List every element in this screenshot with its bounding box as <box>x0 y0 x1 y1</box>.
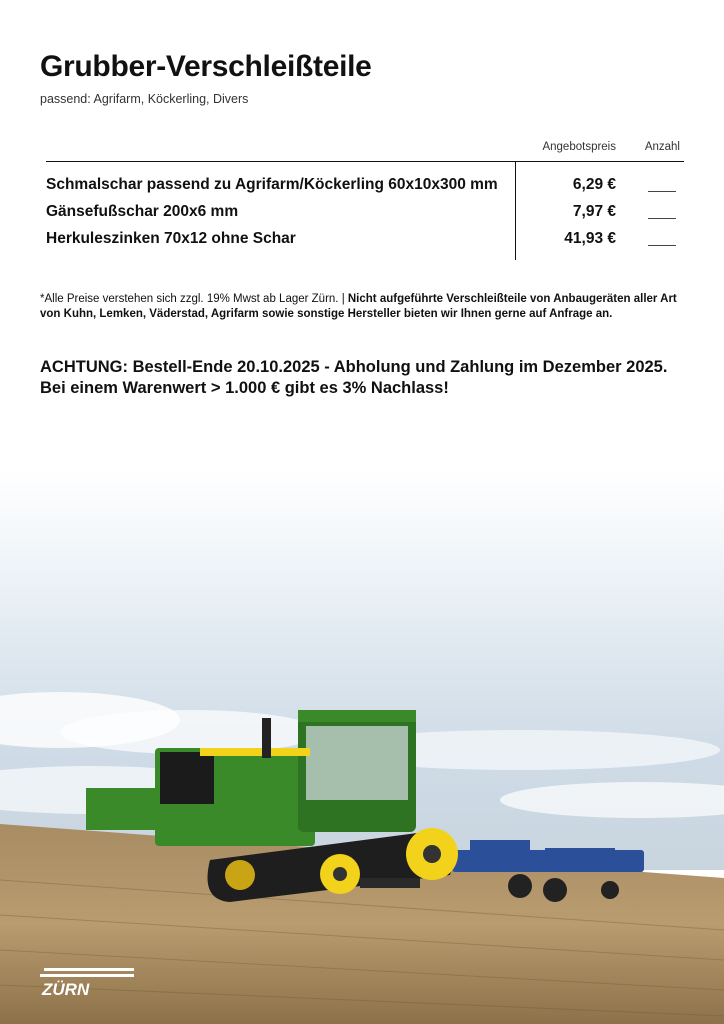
table-header <box>46 140 684 162</box>
row-product-name: Schmalschar passend zu Agrifarm/Köckerling 60x10x300 mm <box>46 176 498 193</box>
logo-wordmark: ZÜRN <box>42 980 90 998</box>
table-row <box>46 230 684 257</box>
notice-line-1: ACHTUNG: Bestell-Ende 20.10.2025 - Abholung und Zahlung im Dezember 2025. <box>40 358 668 376</box>
page-title: Grubber-Verschleißteile <box>40 50 372 83</box>
row-price: 7,97 € <box>572 203 616 220</box>
price-table <box>46 140 684 247</box>
table-row <box>46 203 684 230</box>
column-header-price: Angebotspreis <box>542 141 616 153</box>
zuern-logo <box>34 966 144 998</box>
table-body <box>46 176 684 257</box>
footnote-regular: *Alle Preise verstehen sich zzgl. 19% Mwst ab Lager Zürn. | <box>40 293 348 305</box>
table-header-rule <box>46 161 684 162</box>
row-qty-blank[interactable] <box>648 218 676 219</box>
row-qty-blank[interactable] <box>648 191 676 192</box>
order-notice <box>40 357 690 399</box>
row-product-name: Gänsefußschar 200x6 mm <box>46 203 239 220</box>
tractor-illustration <box>0 690 724 920</box>
row-price: 6,29 € <box>572 176 616 193</box>
price-footnote <box>40 292 680 322</box>
column-header-qty: Anzahl <box>644 141 680 153</box>
table-row <box>46 176 684 203</box>
footnote-bold: Nicht aufgeführte Verschleißteile von Anbaugeräten aller Art von Kuhn, Lemken, Väderstad, Agrifarm sowie sonstige Hersteller bieten wir Ihnen gerne auf Anfrage an. <box>40 293 677 320</box>
notice-line-2: Bei einem Warenwert > 1.000 € gibt es 3% Nachlass! <box>40 379 449 397</box>
row-qty-blank[interactable] <box>648 245 676 246</box>
cultivator-implement <box>452 840 644 872</box>
page-subtitle: passend: Agrifarm, Köckerling, Divers <box>40 92 249 106</box>
row-price: 41,93 € <box>564 230 616 247</box>
row-product-name: Herkuleszinken 70x12 ohne Schar <box>46 230 296 247</box>
